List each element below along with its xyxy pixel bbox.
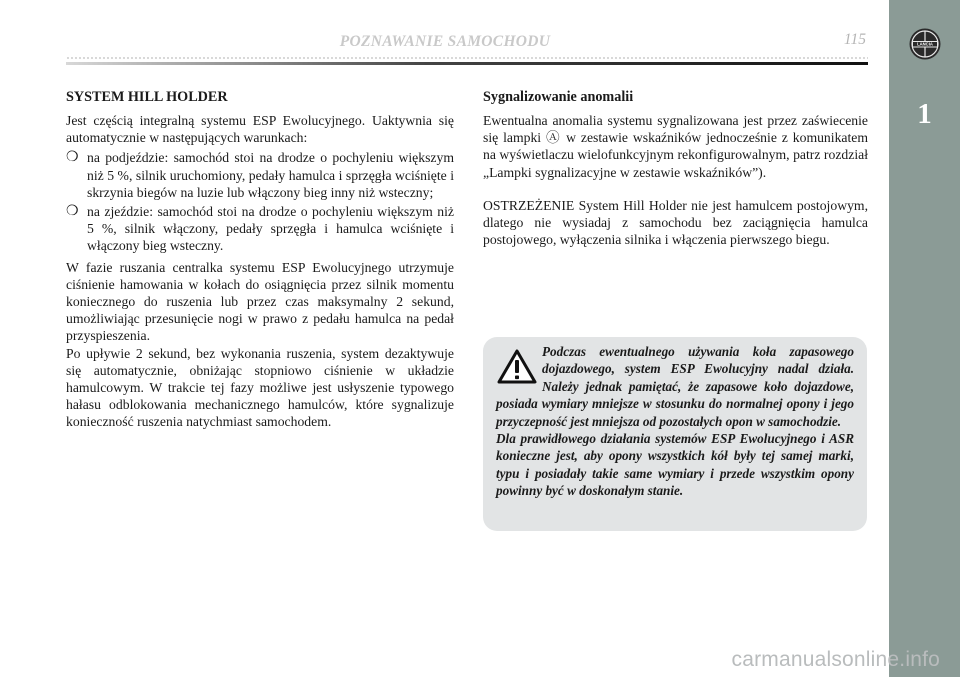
body-paragraph: W fazie ruszania centralka systemu ESP Ewolucyjnego utrzymuje ciśnienie hamowania w kołach do osiągnięcia przez silnik momentu koniecznego do ruszenia lub przez czas maksymalny 2 sekund, umożliwiając przesunięcie nogi w prawo z pedału hamulca na pedał przyspieszenia.	[66, 259, 454, 344]
right-column	[483, 88, 868, 248]
header-dotted-line	[66, 55, 868, 61]
intro-paragraph: Jest częścią integralną systemu ESP Ewolucyjnego. Uaktywnia się automatycznie w następujących warunkach:	[66, 113, 454, 146]
list-item: ❍ na podjeździe: samochód stoi na drodze o pochyleniu większym niż 5 %, silnik uruchomiony, pedały hamulca i sprzęgła wciśnięte i skrzynia biegów na luzie lub włączony bieg inny niż wsteczny;	[66, 150, 454, 200]
anomaly-paragraph: Ewentualna anomalia systemu sygnalizowana jest przez zaświecenie się lampki Ⓐ w zestawie wskaźników jednocześnie z komunikatem na wyświetlaczu wielofunkcyjnym rekonfigurowalnym, patrz rozdział „Lampki sygnalizacyjne w zestawie wskaźników”).	[483, 113, 869, 180]
body-paragraph: Po upływie 2 sekund, bez wykonania ruszenia, system dezaktywuje się automatycznie, obniżając stopniowo ciśnienie w układzie hamulcowym. W trakcie tej fazy możliwe jest usłyszenie typowego hałasu odblokowania mechanicznego hamulców, które sygnalizuje konieczność ruszenia natychmiast samochodem.	[66, 345, 454, 430]
warning-lamp-icon: Ⓐ	[546, 130, 562, 146]
chapter-number: 1	[917, 98, 932, 130]
warning-text-2: Dla prawidłowego działania systemów ESP Ewolucyjnego i ASR konieczne jest, aby opony wszystkich kół były tej samej marki, typu i posiadały takie same wymiary i przede wszystkim opony powinny być w doskonałym stanie.	[496, 431, 854, 499]
watermark: carmanualsonline.info	[731, 648, 940, 671]
subsection-heading: Sygnalizowanie anomalii	[483, 89, 634, 105]
warning-paragraph: OSTRZEŻENIE System Hill Holder nie jest hamulcem postojowym, dlatego nie wysiadaj z samochodu bez zaciągnięcia hamulca postojowego, wyłączenia silnika i włączenia pierwszego biegu.	[483, 197, 868, 248]
section-title: POZNAWANIE SAMOCHODU	[339, 33, 551, 50]
warning-text	[496, 343, 854, 500]
page-number: 115	[843, 31, 866, 48]
bullet-icon: ❍	[66, 150, 79, 166]
conditions-list	[66, 149, 454, 254]
left-column	[66, 88, 454, 431]
section-heading: SYSTEM HILL HOLDER	[66, 89, 228, 105]
list-item: ❍ na zjeździe: samochód stoi na drodze o pochyleniu większym niż 5 %, silnik włączony, pedały sprzęgła i hamulca wciśnięte i włączony bieg wsteczny.	[66, 204, 454, 254]
warning-text-1: Podczas ewentualnego używania koła zapasowego dojazdowego, system ESP Ewolucyjny nadal działa. Należy jednak pamiętać, że zapasowe koło dojazdowe, posiada wymiary mniejsze w stosunku do normalnej opony i jego przyczepność jest mniejsza od pozostałych opon w samochodzie.	[496, 344, 854, 429]
header-rule	[66, 62, 868, 65]
svg-text:LANCIA: LANCIA	[917, 41, 933, 47]
bullet-icon: ❍	[66, 204, 79, 220]
lancia-logo-icon	[909, 28, 941, 60]
